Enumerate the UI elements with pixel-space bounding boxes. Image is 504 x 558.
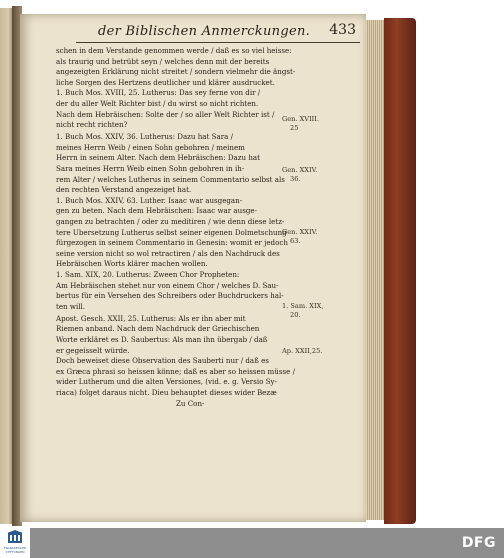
margin-note: 20. — [290, 311, 301, 319]
running-head — [76, 22, 356, 42]
page-edge-stack — [366, 20, 384, 520]
text-line: bertus für ein Versehen des Schreibers oder Buchdruckers hal- — [56, 291, 284, 301]
text-line: angezeigten Erklärung nicht streitet / sondern vielmehr die ängst- — [56, 67, 296, 77]
text-line: gen zu beten. Nach dem Hebräischen: Isaac war ausge- — [56, 206, 258, 216]
text-line: tere Ubersetzung Lutherus selbst seiner eigenen Dolmetschung — [56, 227, 287, 237]
text-line: der du aller Welt Richter bist / du wirst so nicht richten. — [56, 98, 259, 108]
margin-note: Ap. XXII,25. — [282, 347, 323, 355]
text-line: 1. Buch Mos. XXIV, 36. Lutherus: Dazu hat Sara / — [56, 132, 233, 142]
logo-caption: FRANCKESCHE STIFTUNGEN — [3, 546, 27, 554]
text-line: wider Lutherum und die alten Versiones, (vid. e. g. Versio Sy- — [56, 377, 277, 387]
text-line: Sara meines Herrn Weib einen Sohn gebohren in ih- — [56, 164, 245, 174]
text-line: Hebräischen Worts klärer machen wollen. — [56, 259, 208, 269]
margin-note: 36. — [290, 175, 301, 183]
text-line: rem Alter / welches Lutherus in seinem Commentario selbst als — [56, 174, 285, 184]
text-line: nicht recht richten? — [56, 120, 128, 130]
text-line: Apost. Gesch. XXII, 25. Lutherus: Als er ihn aber mit — [56, 313, 246, 323]
scanned-page — [20, 14, 366, 522]
body-text — [56, 46, 296, 409]
text-line: Herrn in seinem Alter. Nach dem Hebräischen: Dazu hat — [56, 153, 260, 163]
margin-note: 25 — [290, 124, 299, 132]
text-line: 1. Buch Mos. XXIV, 63. Luther. Isaac war ausgegan- — [56, 195, 243, 205]
text-line: den rechten Verstand angezeiget hat. — [56, 185, 192, 195]
text-line: Worte erkläret es D. Saubertus: Als man ihn übergab / daß — [56, 335, 268, 345]
text-line: 1. Sam. XIX, 20. Lutherus: Zween Chor Propheten: — [56, 269, 240, 279]
text-line: er gegeisselt würde. — [56, 345, 130, 355]
text-line: Nach dem Hebräischen: Solte der / so aller Welt Richter ist / — [56, 109, 275, 119]
text-line: gangen zu betrachten / oder zu meditiren / wie denn diese letz- — [56, 217, 285, 226]
margin-note: 63. — [290, 237, 301, 245]
margin-note: Gen. XXIV. — [282, 166, 318, 174]
text-line: liche Sorgen des Hertzens deutlicher und klärer ausdrucket. — [56, 77, 275, 87]
text-line: ex Græca phrasi so heissen könne; daß es aber so heissen müsse / — [56, 366, 295, 376]
text-line: Riemen anband. Nach dem Nachdruck der Griechischen — [56, 324, 260, 334]
margin-note: 1. Sam. XIX, — [282, 302, 324, 310]
text-line: Doch beweiset diese Observation des Sauberti nur / daß es — [56, 356, 269, 366]
running-title: der Biblischen Anmerckungen. — [98, 24, 311, 39]
viewer-footer-bar — [0, 528, 504, 558]
page-number: 433 — [329, 22, 356, 38]
text-line: als traurig und betrübt seyn / welches denn mit der bereits — [56, 56, 270, 66]
margin-note: Gen. XXIV. — [282, 228, 318, 236]
text-line: ten will. — [56, 301, 86, 311]
text-line: Am Hebräischen stehet nur von einem Chor / welches D. Sau- — [56, 280, 279, 290]
text-line: meines Herrn Weib / einen Sohn gebohren / meinem — [56, 142, 245, 152]
text-line: 1. Buch Mos. XVIII, 25. Lutherus: Das sey ferne von dir / — [56, 88, 261, 98]
institution-logo[interactable] — [0, 528, 30, 558]
text-line: fürgezogen in seinem Commentario in Genesin: womit er jedoch — [56, 238, 288, 248]
text-line: schen in dem Verstande genommen werde / daß es so viel heisse: — [56, 46, 292, 55]
catchword-line: Zu Con- — [176, 398, 205, 408]
header-rule — [76, 42, 360, 43]
text-line: seine version nicht so wol retractiren / als den Nachdruck des — [56, 248, 280, 258]
text-line: riaca) folget daraus nicht. Dieu behauptet dieses wider Bezæ — [56, 388, 277, 397]
dfg-logo[interactable]: DFG — [461, 535, 496, 551]
franckesche-stiftungen-logo-icon — [7, 530, 23, 546]
book-binding — [384, 18, 416, 524]
margin-note: Gen. XVIII. — [282, 115, 319, 123]
